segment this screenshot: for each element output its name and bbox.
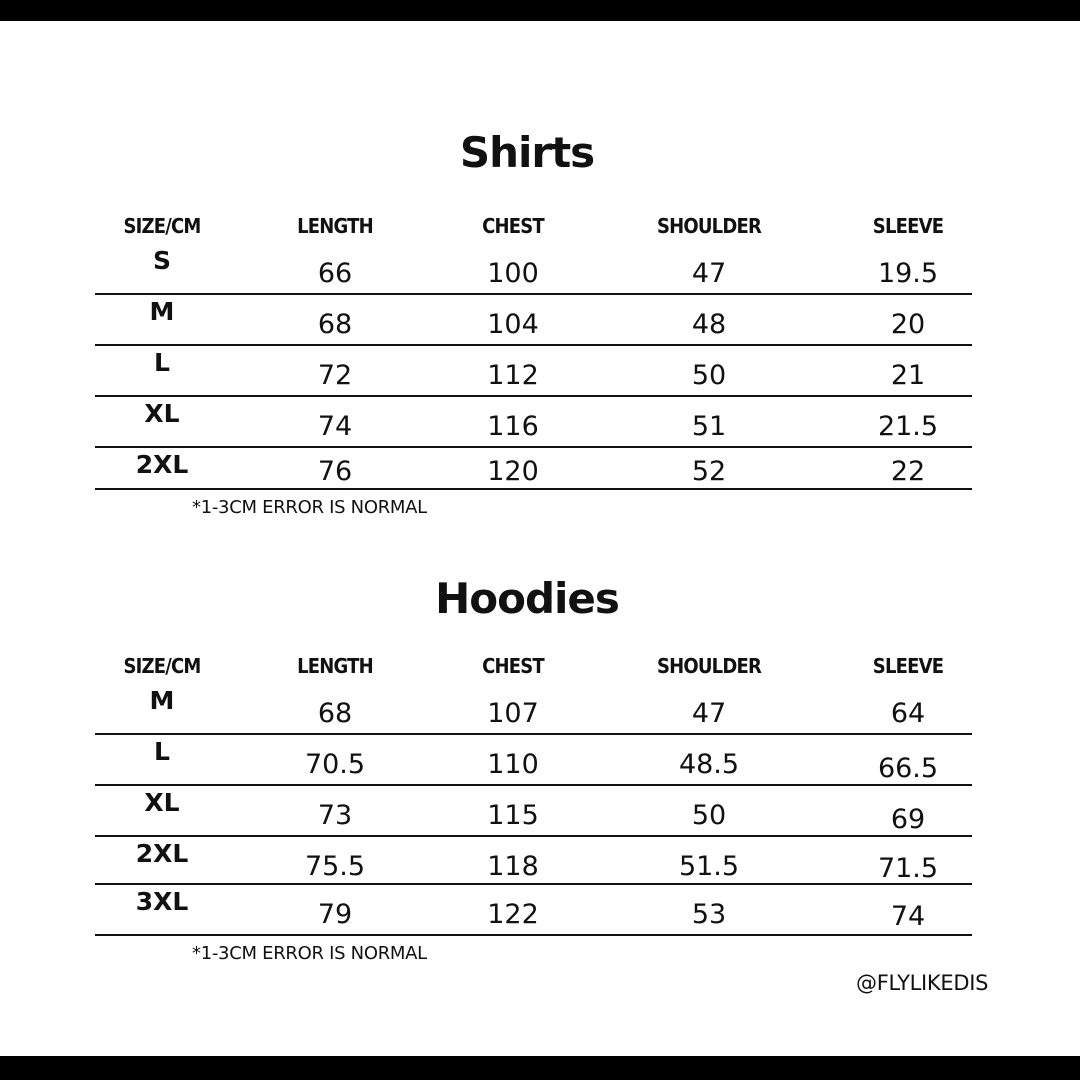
length-cell: 68	[317, 698, 353, 729]
sleeve-cell: 66.5	[877, 753, 939, 784]
header-chest: CHEST	[482, 214, 544, 238]
table-header-row	[95, 646, 972, 684]
size-cell: S	[152, 246, 172, 275]
shoulder-cell: 48	[691, 309, 727, 340]
hoodies-title: Hoodies	[435, 574, 619, 623]
size-cell: XL	[144, 788, 180, 817]
sleeve-cell: 71.5	[877, 853, 939, 884]
chest-cell: 110	[487, 749, 539, 780]
length-cell: 76	[317, 456, 353, 487]
length-cell: 68	[317, 309, 353, 340]
chest-cell: 116	[487, 411, 539, 442]
hoodies-error-note: *1-3CM ERROR IS NORMAL	[192, 943, 427, 964]
chest-cell: 107	[487, 698, 539, 729]
table-row	[95, 448, 972, 490]
header-size: SIZE/CM	[123, 654, 201, 678]
sleeve-cell: 64	[890, 698, 926, 729]
shoulder-cell: 47	[691, 698, 727, 729]
size-cell: 2XL	[135, 450, 189, 479]
shirts-size-table	[95, 206, 972, 490]
shoulder-cell: 51	[691, 411, 727, 442]
header-shoulder: SHOULDER	[656, 214, 762, 238]
size-cell: L	[154, 737, 170, 766]
sleeve-cell: 21.5	[877, 411, 939, 442]
brand-handle: @FLYLIKEDIS	[856, 971, 989, 995]
table-header-row	[95, 206, 972, 244]
length-cell: 74	[317, 411, 353, 442]
sleeve-cell: 74	[890, 901, 926, 932]
sleeve-cell: 22	[890, 456, 926, 487]
table-row	[95, 295, 972, 346]
table-row	[95, 684, 972, 735]
shoulder-cell: 52	[691, 456, 727, 487]
chest-cell: 104	[487, 309, 539, 340]
shoulder-cell: 51.5	[678, 851, 740, 882]
header-shoulder: SHOULDER	[656, 654, 762, 678]
length-cell: 75.5	[304, 851, 366, 882]
header-length: LENGTH	[297, 214, 373, 238]
chest-cell: 115	[487, 800, 539, 831]
size-cell: 2XL	[135, 839, 189, 868]
table-row	[95, 244, 972, 295]
shoulder-cell: 48.5	[678, 749, 740, 780]
header-sleeve: SLEEVE	[872, 654, 944, 678]
chest-cell: 120	[487, 456, 539, 487]
table-row	[95, 397, 972, 448]
size-cell: L	[154, 348, 170, 377]
header-chest: CHEST	[482, 654, 544, 678]
table-row	[95, 885, 972, 936]
size-cell: M	[149, 686, 175, 715]
chest-cell: 112	[487, 360, 539, 391]
length-cell: 70.5	[304, 749, 366, 780]
hoodies-size-table	[95, 646, 972, 936]
size-cell: 3XL	[135, 887, 189, 916]
table-row	[95, 786, 972, 837]
chest-cell: 118	[487, 851, 539, 882]
size-cell: M	[149, 297, 175, 326]
header-length: LENGTH	[297, 654, 373, 678]
chest-cell: 122	[487, 899, 539, 930]
shoulder-cell: 50	[691, 360, 727, 391]
sleeve-cell: 19.5	[877, 258, 939, 289]
length-cell: 66	[317, 258, 353, 289]
shoulder-cell: 50	[691, 800, 727, 831]
size-cell: XL	[144, 399, 180, 428]
header-size: SIZE/CM	[123, 214, 201, 238]
length-cell: 72	[317, 360, 353, 391]
table-row	[95, 837, 972, 885]
length-cell: 79	[317, 899, 353, 930]
table-row	[95, 346, 972, 397]
shoulder-cell: 53	[691, 899, 727, 930]
bottom-border-bar	[0, 1056, 1080, 1080]
shoulder-cell: 47	[691, 258, 727, 289]
length-cell: 73	[317, 800, 353, 831]
top-border-bar	[0, 0, 1080, 21]
shirts-error-note: *1-3CM ERROR IS NORMAL	[192, 497, 427, 518]
chest-cell: 100	[487, 258, 539, 289]
sleeve-cell: 21	[890, 360, 926, 391]
sleeve-cell: 69	[890, 804, 926, 835]
sleeve-cell: 20	[890, 309, 926, 340]
table-row	[95, 735, 972, 786]
shirts-title: Shirts	[459, 128, 595, 177]
header-sleeve: SLEEVE	[872, 214, 944, 238]
